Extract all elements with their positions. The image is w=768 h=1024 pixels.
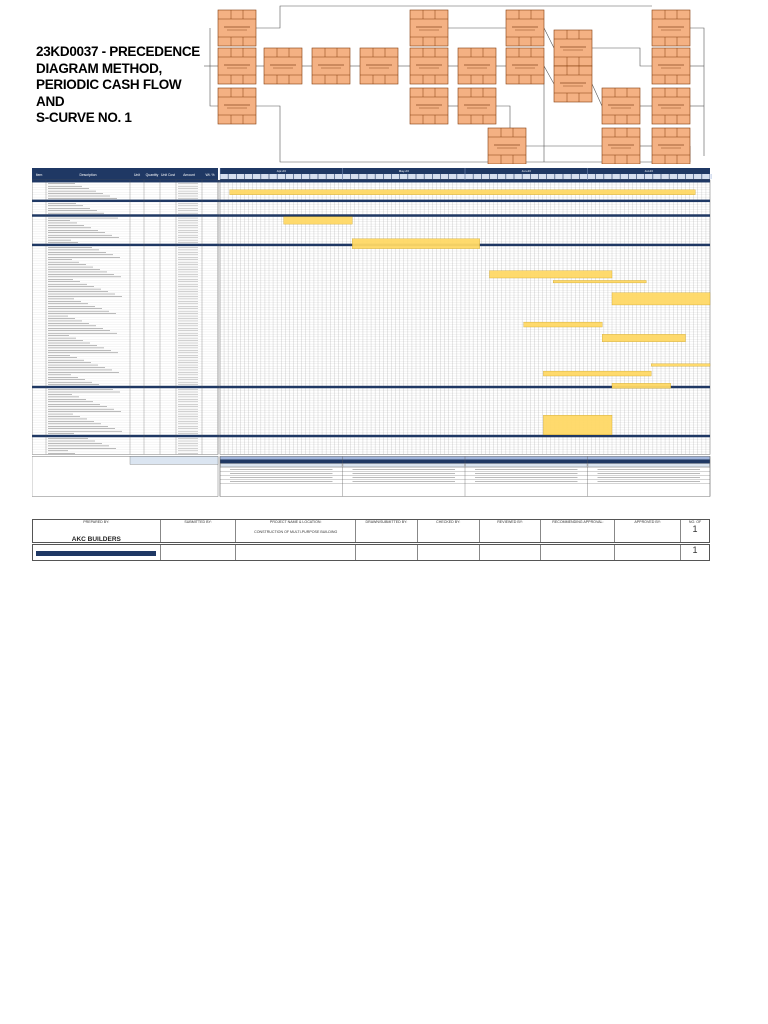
gantt-bar — [284, 217, 353, 224]
month-label: Jun-23 — [521, 169, 531, 174]
sheet-count-label: NO. OF — [688, 520, 702, 524]
section-band — [220, 180, 710, 182]
gantt-cash-flow-table — [32, 168, 712, 520]
gantt-bar — [612, 383, 671, 388]
activity-node — [554, 66, 592, 102]
gantt-bar — [612, 293, 710, 305]
activity-node — [218, 48, 256, 84]
activity-node — [410, 88, 448, 124]
document-title — [36, 44, 211, 127]
drawn-by-cell — [356, 520, 418, 542]
gantt-bar — [651, 364, 710, 366]
gantt-bar — [490, 271, 613, 278]
cash-flow-week-cell — [588, 464, 710, 467]
gantt-bar — [543, 415, 612, 435]
gantt-bar — [543, 371, 651, 376]
reviewed-by-cell — [480, 520, 542, 542]
activity-node — [488, 128, 526, 164]
gantt-bar — [524, 322, 602, 327]
title-line-4: AND — [36, 93, 65, 109]
dependency-line — [690, 28, 704, 156]
project-location-cell — [236, 545, 356, 560]
prepared-by-label: PREPARED BY: — [83, 520, 110, 524]
dependency-line — [496, 106, 510, 128]
cash-flow-week-cell — [343, 464, 465, 467]
activity-node — [360, 48, 398, 84]
project-name: CONSTRUCTION OF MULTI-PURPOSE BUILDING — [254, 530, 338, 534]
gantt-bar — [352, 239, 479, 249]
precedence-network-diagram — [200, 2, 712, 164]
sheet-count-cell — [681, 520, 709, 542]
activity-node — [410, 10, 448, 46]
drawn-signature-cell — [356, 545, 418, 560]
month-label: May-23 — [398, 169, 409, 174]
month-label: Jul-23 — [644, 169, 653, 174]
activity-node — [652, 48, 690, 84]
activity-node — [458, 48, 496, 84]
approved-by-cell — [615, 520, 681, 542]
month-label: Apr-23 — [276, 169, 286, 174]
column-header: Description — [79, 173, 97, 177]
submitter-signature-cell — [161, 545, 237, 560]
section-band — [220, 435, 710, 437]
column-header: Amount — [183, 173, 195, 177]
activity-node — [652, 88, 690, 124]
dependency-line — [592, 48, 652, 66]
activity-node — [218, 10, 256, 46]
activity-node — [652, 10, 690, 46]
column-header: Quantity — [145, 173, 159, 177]
section-band — [220, 214, 710, 216]
activity-node — [652, 128, 690, 164]
dependency-line — [210, 28, 218, 106]
activity-node — [312, 48, 350, 84]
section-band — [220, 200, 710, 202]
approved-by-label: APPROVED BY: — [634, 520, 661, 524]
dependency-line — [256, 6, 652, 28]
signature-labels-row — [32, 519, 710, 543]
activity-node — [410, 48, 448, 84]
gantt-bar — [230, 190, 696, 195]
activity-node — [506, 48, 544, 84]
column-header: Unit — [133, 173, 141, 177]
recommending-approval-label: RECOMMENDING APPROVAL: — [552, 520, 604, 524]
submitted-by-label: SUBMITTED BY: — [184, 520, 212, 524]
dependency-line — [544, 66, 554, 84]
prepared-by-cell — [33, 520, 161, 542]
drawn-by-label: DRAWN/SUBMITTED BY: — [365, 520, 408, 524]
checked-signature-cell — [418, 545, 480, 560]
column-header: Unit Cost — [161, 173, 175, 177]
sheet-number-cell: 1 — [692, 545, 698, 555]
activity-node — [218, 88, 256, 124]
cash-flow-week-cell — [221, 464, 343, 467]
column-header: Item — [35, 173, 43, 177]
title-line-1: 23KD0037 - PRECEDENCE — [36, 44, 201, 59]
project-name-cell — [236, 520, 356, 542]
reviewed-by-label: REVIEWED BY: — [497, 520, 523, 524]
dependency-line — [592, 84, 602, 106]
company-info-bar — [36, 551, 156, 556]
checked-by-cell — [418, 520, 480, 542]
project-name-label: PROJECT NAME & LOCATION: — [269, 520, 322, 524]
activity-node — [458, 88, 496, 124]
column-header: Wt. % — [205, 173, 215, 177]
checked-by-label: CHECKED BY: — [436, 520, 461, 524]
title-line-3: PERIODIC CASH FLOW — [36, 77, 182, 92]
title-line-5: S-CURVE NO. 1 — [36, 110, 132, 125]
activity-node — [264, 48, 302, 84]
dependency-line — [544, 28, 554, 48]
recommending-approval-cell — [541, 520, 615, 542]
reviewed-signature-cell — [480, 545, 542, 560]
activity-node — [602, 88, 640, 124]
gantt-bar — [553, 280, 646, 282]
recommending-signature-cell — [541, 545, 615, 560]
company-name: AKC BUILDERS — [71, 536, 121, 542]
submitted-by-cell — [161, 520, 237, 542]
cash-flow-week-cell — [466, 464, 588, 467]
activity-node — [554, 30, 592, 66]
gantt-bar — [602, 334, 685, 341]
activity-node — [602, 128, 640, 164]
approved-signature-cell — [615, 545, 681, 560]
summary-total-cells — [130, 456, 218, 464]
sheet-total: 1 — [692, 524, 698, 534]
title-line-2: DIAGRAM METHOD, — [36, 60, 162, 76]
activity-node — [506, 10, 544, 46]
